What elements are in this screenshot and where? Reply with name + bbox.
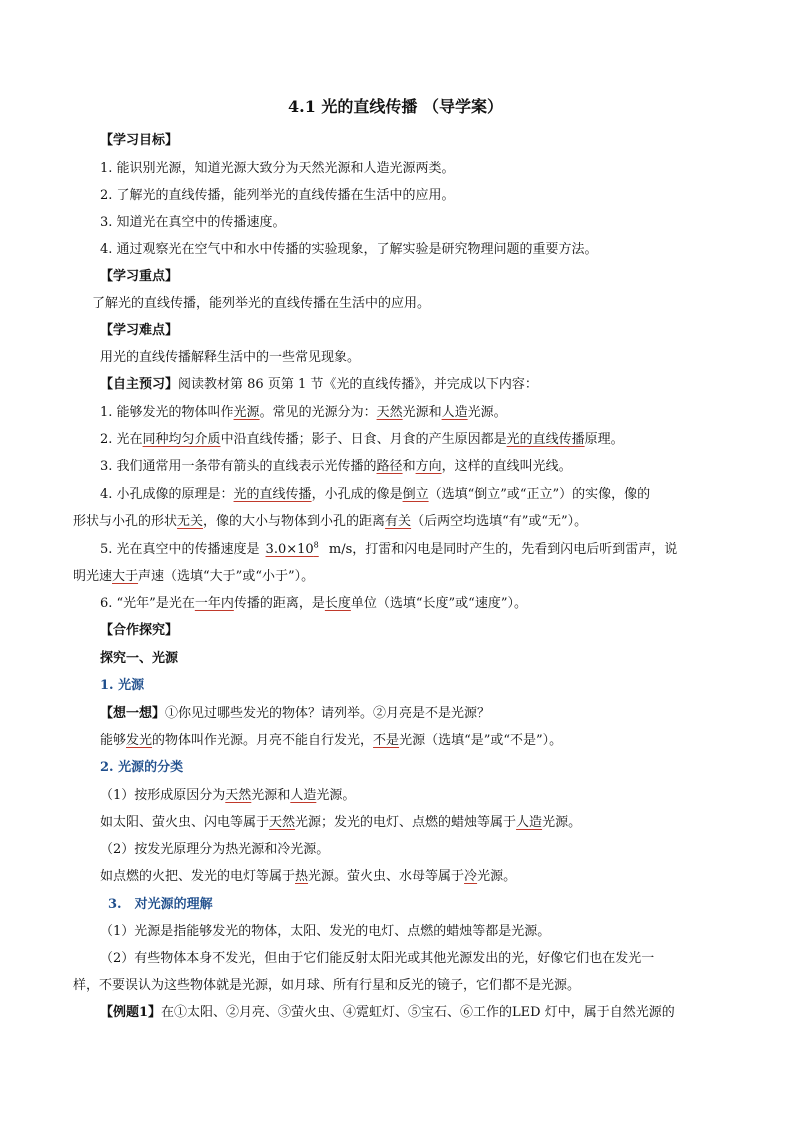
think-answer: 能够发光的物体叫作光源。月亮不能自行发光，不是光源（选填“是”或“不是”）。 [100,733,563,748]
preview-question-5-cont: 明光速大于声速（选填“大于”或“小于”）。 [73,569,315,584]
preview-question-1: 1. 能够发光的物体叫作光源。常见的光源分为：天然光源和人造光源。 [100,405,507,420]
cooperative-heading: 【合作探究】 [100,623,179,638]
preview-question-5: 5. 光在真空中的传播速度是 $3.0\times 10^8$ m/s，打雷和闪电是同时产生的，先看到闪电后听到雷声，说 [100,540,678,557]
classification-2-example: 如点燃的火把、发光的电灯等属于热光源。萤火虫、水母等属于冷光源。 [100,869,517,884]
preview-question-3: 3. 我们通常用一条带有箭头的直线表示光传播的路径和方向，这样的直线叫光线。 [100,459,572,474]
preview-question-6: 6. “光年”是光在一年内传播的距离，是长度单位（选填“长度”或“速度”）。 [100,596,527,611]
understanding-1: （1）光源是指能够发光的物体，太阳、发光的电灯、点燃的蜡烛等都是光源。 [100,924,551,939]
section-2-title: 2. 光源的分类 [100,760,184,775]
goal-item: 1. 能识别光源，知道光源大致分为天然光源和人造光源两类。 [100,161,455,176]
goal-item: 2. 了解光的直线传播，能列举光的直线传播在生活中的应用。 [100,188,455,203]
section-1-title: 1. 光源 [100,678,145,693]
example-1: 【例题1】在①太阳、②月亮、③萤火虫、④霓虹灯、⑤宝石、⑥工作的LED 灯中，属于自然光源的 [100,1005,675,1020]
key-points-heading: 【学习重点】 [100,269,179,284]
classification-2: （2）按发光原理分为热光源和冷光源。 [100,842,330,857]
preview-question-4: 4. 小孔成像的原理是：光的直线传播，小孔成的像是倒立（选填“倒立”或“正立”）的实像，像的 [100,487,651,502]
classification-1: （1）按形成原因分为天然光源和人造光源。 [100,788,356,803]
key-points-text: 了解光的直线传播，能列举光的直线传播在生活中的应用。 [92,296,431,311]
goal-item: 3. 知道光在真空中的传播速度。 [100,215,286,230]
goal-item: 4. 通过观察光在空气中和水中传播的实验现象，了解实验是研究物理问题的重要方法。 [100,242,598,257]
understanding-2-cont: 样，不要误认为这些物体就是光源，如月球、所有行星和反光的镜子，它们都不是光源。 [73,978,581,993]
doc-title: 4.1 光的直线传播 （导学案） [288,97,503,116]
think-prompt: 【想一想】①你见过哪些发光的物体？请列举。②月亮是不是光源？ [100,706,491,721]
section-3-title: 3. 对光源的理解 [108,897,213,912]
understanding-2: （2）有些物体本身不发光，但由于它们能反射太阳光或其他光源发出的光，好像它们也在发光一 [100,951,655,966]
difficulty-heading: 【学习难点】 [100,323,179,338]
goals-heading: 【学习目标】 [100,133,179,148]
preview-question-4-cont: 形状与小孔的形状无关，像的大小与物体到小孔的距离有关（后两空均选填“有”或“无”）。 [73,514,588,529]
classification-1-example: 如太阳、萤火虫、闪电等属于天然光源；发光的电灯、点燃的蜡烛等属于人造光源。 [100,815,582,830]
difficulty-text: 用光的直线传播解释生活中的一些常见现象。 [100,350,361,365]
explore-1-title: 探究一、光源 [100,651,179,666]
preview-intro: 【自主预习】阅读教材第 86 页第 1 节《光的直线传播》，并完成以下内容： [100,377,538,392]
preview-question-2: 2. 光在同种均匀介质中沿直线传播；影子、日食、月食的产生原因都是光的直线传播原理。 [100,432,624,447]
